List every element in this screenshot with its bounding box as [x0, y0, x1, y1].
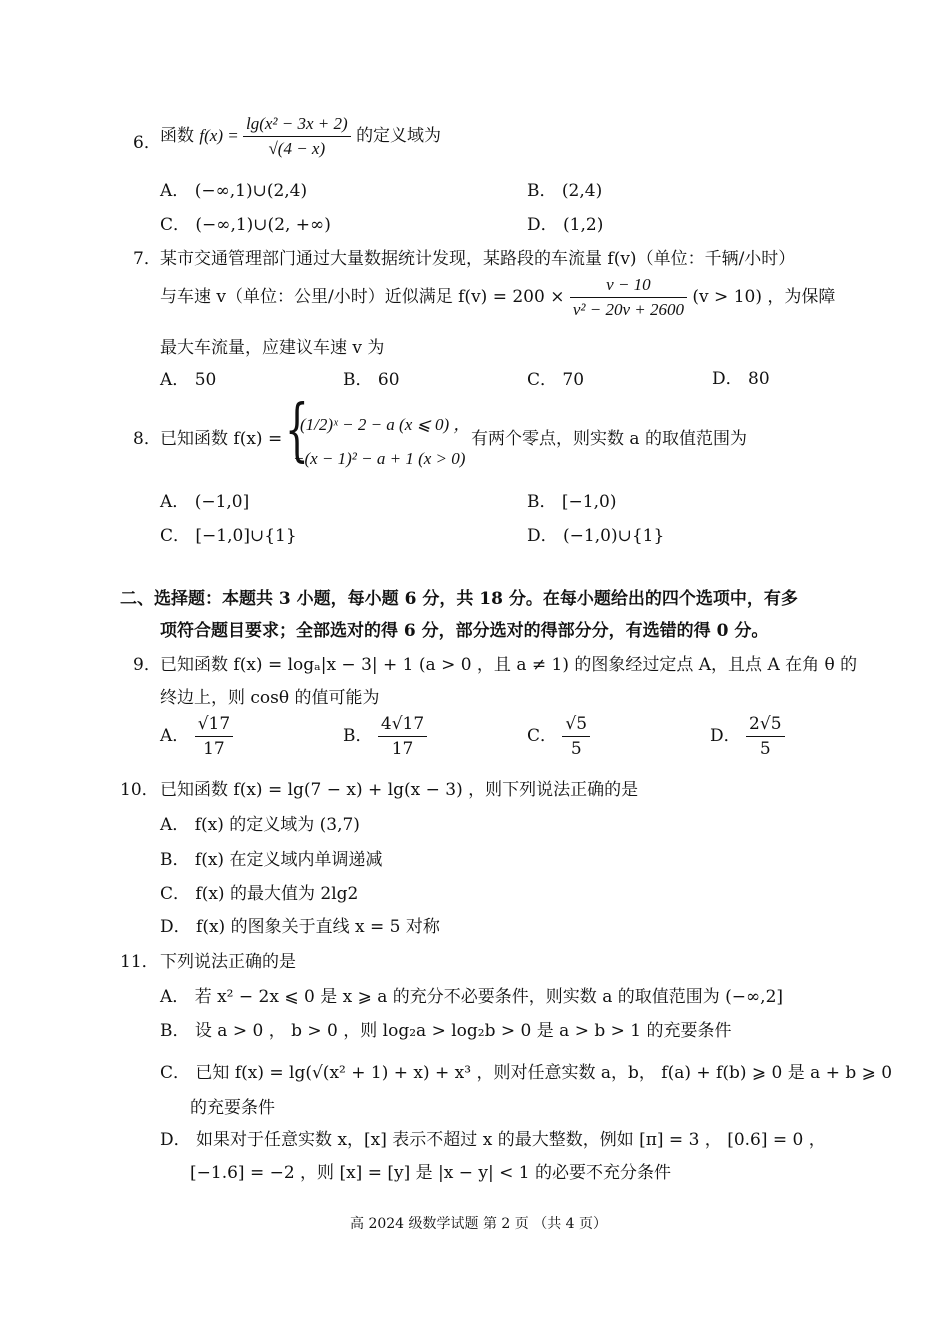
q10-option-c[interactable]	[160, 879, 358, 904]
q6-stem-suffix: 的定义域为	[356, 126, 442, 146]
q7-option-b[interactable]	[343, 365, 400, 390]
q6-fraction	[243, 114, 351, 159]
option-label: D．	[527, 215, 558, 235]
option-label: A．	[160, 492, 190, 512]
q7-line1: 某市交通管理部门通过大量数据统计发现，某路段的车流量 f(v)（单位：千辆/小时）	[160, 249, 796, 269]
option-fraction	[746, 714, 784, 759]
q7-fraction-numerator: v − 10	[570, 275, 687, 298]
option-text: 如果对于任意实数 x，[x] 表示不超过 x 的最大整数，例如 [π] = 3 ， [0.6] = 0 ，	[196, 1130, 826, 1150]
option-label: A．	[160, 181, 190, 201]
option-text: 50	[194, 370, 217, 390]
fraction-numerator: 2√5	[746, 714, 784, 737]
q7-line2	[160, 275, 835, 320]
q11-option-c[interactable]	[160, 1058, 892, 1083]
option-text: 60	[377, 370, 400, 390]
option-label: C．	[160, 1063, 191, 1083]
q8-case-1: (1/2)ˣ − 2 − a (x ⩽ 0) ，	[300, 415, 471, 434]
q11-option-c-continued: 的充要条件	[190, 1098, 275, 1118]
q8-option-d[interactable]	[527, 521, 664, 546]
option-text: 80	[748, 369, 770, 389]
option-text: [−1,0)	[561, 492, 617, 512]
q8-option-a[interactable]	[160, 487, 249, 512]
option-text: f(x) 的图象关于直线 x = 5 对称	[196, 917, 440, 937]
option-text: 设 a > 0 ， b > 0 ，则 log₂a > log₂b > 0 是 a > b > 1 的充要条件	[194, 1021, 732, 1041]
q11-number: 11．	[120, 952, 159, 972]
q6-fraction-denominator: √(4 − x)	[268, 139, 326, 158]
fraction-denominator: 5	[759, 739, 771, 759]
q6-option-d[interactable]	[527, 210, 603, 235]
fraction-denominator: 5	[570, 739, 582, 759]
option-text: 若 x² − 2x ⩽ 0 是 x ⩾ a 的充分不必要条件，则实数 a 的取值范围为 (−∞,2]	[194, 987, 784, 1007]
q11-option-d-continued: [−1.6] = −2 ，则 [x] = [y] 是 |x − y| < 1 的必要不充分条件	[190, 1163, 672, 1183]
q8-number: 8．	[133, 429, 161, 449]
option-text: (1,2)	[563, 215, 604, 235]
q6-stem	[160, 114, 441, 159]
option-label: A．	[160, 370, 190, 390]
q11-option-b[interactable]	[160, 1016, 732, 1041]
option-label: D．	[712, 369, 743, 389]
q7-line3: 最大车流量，应建议车速 v 为	[160, 338, 385, 358]
q7-fraction-denominator: v² − 20v + 2600	[572, 300, 684, 319]
option-text: (−∞,1)∪(2,4)	[194, 181, 308, 201]
q7-option-c[interactable]	[527, 365, 584, 390]
option-text: 已知 f(x) = lg(√(x² + 1) + x) + x³ ，则对任意实数 a，b， f(a) + f(b) ⩾ 0 是 a + b ⩾ 0	[195, 1063, 893, 1083]
option-label: C．	[527, 370, 558, 390]
q8-piecewise-brace-icon: {	[285, 391, 309, 470]
q6-number: 6．	[133, 133, 161, 153]
q9-number: 9．	[133, 655, 161, 675]
option-text: (−∞,1)∪(2, +∞)	[195, 215, 331, 235]
q11-stem: 下列说法正确的是	[160, 952, 296, 972]
q7-line2-suffix: (v > 10) ，为保障	[692, 287, 836, 307]
option-label: A．	[160, 987, 190, 1007]
q8-option-b[interactable]	[527, 487, 616, 512]
option-label: D．	[527, 526, 558, 546]
option-fraction	[195, 714, 233, 759]
option-text: (−1,0)∪{1}	[563, 526, 665, 546]
q6-function-lhs: f(x) =	[199, 126, 243, 145]
section2-heading-line2: 项符合题目要求；全部选对的得 6 分，部分选对的得部分分，有选错的得 0 分。	[160, 621, 769, 641]
option-label: D．	[160, 917, 191, 937]
q9-option-c[interactable]	[527, 714, 590, 759]
option-label: C．	[527, 726, 558, 746]
q6-stem-prefix: 函数	[160, 126, 194, 146]
q6-option-b[interactable]	[527, 176, 602, 201]
option-label: B．	[160, 1021, 190, 1041]
option-fraction	[562, 714, 590, 759]
option-label: C．	[160, 884, 191, 904]
q9-option-d[interactable]	[710, 714, 785, 759]
option-text: f(x) 在定义域内单调递减	[194, 850, 383, 870]
page-footer: 高 2024 级数学试题 第 2 页 （共 4 页）	[350, 1216, 608, 1232]
option-label: C．	[160, 526, 191, 546]
q11-option-a[interactable]	[160, 982, 783, 1007]
option-label: D．	[710, 726, 741, 746]
q7-line2-prefix: 与车速 v（单位：公里/小时）近似满足 f(v) = 200 ×	[160, 287, 565, 307]
q9-option-b[interactable]	[343, 714, 427, 759]
q10-option-a[interactable]	[160, 810, 360, 835]
option-label: B．	[343, 726, 373, 746]
q11-option-d[interactable]	[160, 1125, 826, 1150]
option-text: (2,4)	[561, 181, 603, 201]
option-text: [−1,0]∪{1}	[195, 526, 297, 546]
q8-case-2: −(x − 1)² − a + 1 (x > 0)	[293, 449, 466, 468]
option-label: A．	[160, 815, 190, 835]
fraction-denominator: 17	[391, 739, 414, 759]
fraction-numerator: √17	[195, 714, 233, 737]
q7-option-d[interactable]	[712, 364, 770, 389]
q6-fraction-numerator: lg(x² − 3x + 2)	[243, 114, 351, 137]
q6-option-a[interactable]	[160, 176, 307, 201]
q9-option-a[interactable]	[160, 714, 233, 759]
fraction-numerator: √5	[562, 714, 590, 737]
option-fraction	[378, 714, 427, 759]
q8-option-c[interactable]	[160, 521, 297, 546]
q6-option-c[interactable]	[160, 210, 331, 235]
q10-option-d[interactable]	[160, 912, 440, 937]
option-text: f(x) 的最大值为 2lg2	[195, 884, 359, 904]
q9-line1: 已知函数 f(x) = logₐ|x − 3| + 1 (a > 0 ，且 a ≠ 1) 的图象经过定点 A，且点 A 在角 θ 的	[160, 655, 858, 675]
option-label: B．	[160, 850, 190, 870]
option-text: 70	[562, 370, 585, 390]
option-text: f(x) 的定义域为 (3,7)	[194, 815, 360, 835]
q9-line2: 终边上，则 cosθ 的值可能为	[160, 688, 380, 708]
q7-number: 7．	[133, 249, 161, 269]
option-text: (−1,0]	[194, 492, 250, 512]
q10-stem: 已知函数 f(x) = lg(7 − x) + lg(x − 3) ，则下列说法正确的是	[160, 780, 639, 800]
fraction-numerator: 4√17	[378, 714, 427, 737]
option-label: D．	[160, 1130, 191, 1150]
option-label: C．	[160, 215, 191, 235]
option-label: B．	[527, 181, 557, 201]
option-label: A．	[160, 726, 190, 746]
q7-fraction	[570, 275, 687, 320]
q7-option-a[interactable]	[160, 365, 216, 390]
q10-number: 10．	[120, 780, 159, 800]
section2-heading-line1: 二、选择题：本题共 3 小题，每小题 6 分，共 18 分。在每小题给出的四个选项中，有多	[120, 589, 798, 609]
fraction-denominator: 17	[203, 739, 225, 759]
option-label: B．	[343, 370, 373, 390]
option-label: B．	[527, 492, 557, 512]
q8-stem-prefix: 已知函数 f(x) =	[160, 429, 283, 449]
q8-stem-suffix: 有两个零点，则实数 a 的取值范围为	[471, 429, 747, 449]
q10-option-b[interactable]	[160, 845, 382, 870]
